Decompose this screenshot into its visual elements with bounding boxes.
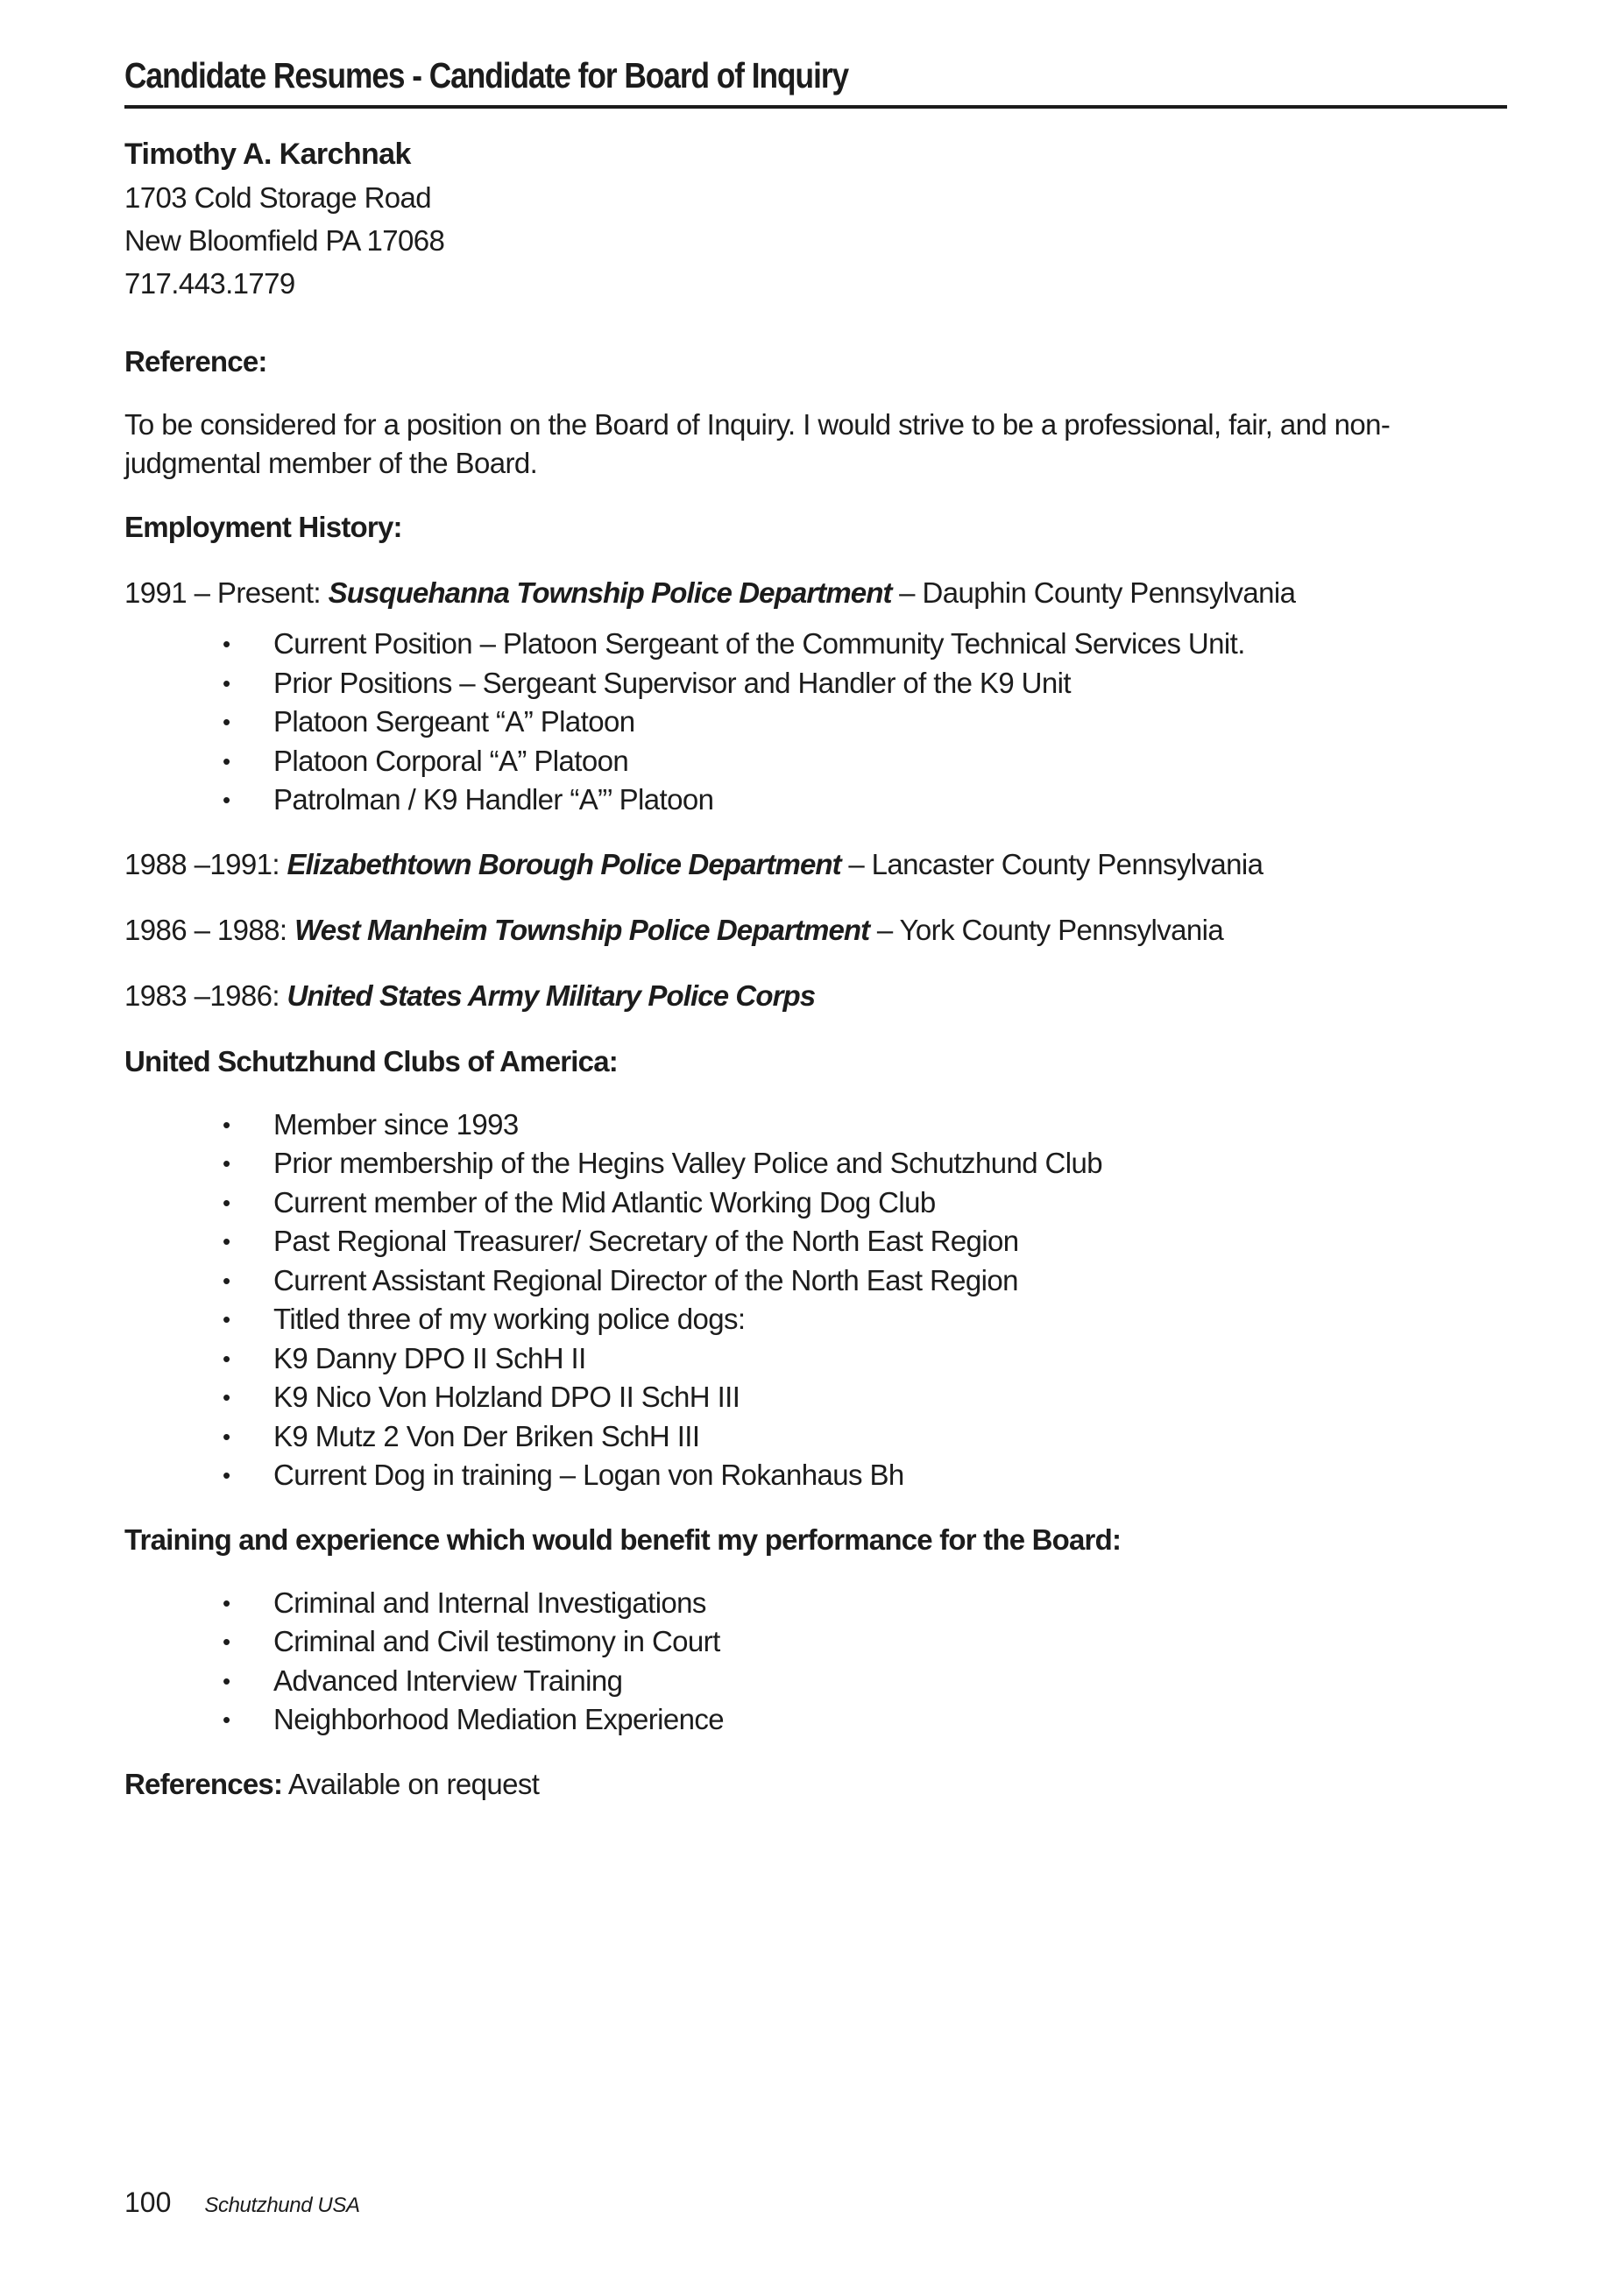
address-line-1: 1703 Cold Storage Road xyxy=(124,181,432,214)
list-item: • K9 Nico Von Holzland DPO II SchH III xyxy=(223,1378,1507,1417)
training-list xyxy=(124,1584,1507,1740)
employer-location: – York County Pennsylvania xyxy=(869,913,1224,946)
employment-entry xyxy=(124,908,1507,951)
page-header xyxy=(124,53,1507,109)
page-title: Candidate Resumes - Candidate for Board of Inquiry xyxy=(124,55,849,95)
reference-text: To be considered for a position on the Board of Inquiry. I would strive to be a professional, fair, and non-judgmental member of the Board. xyxy=(124,408,1391,479)
employment-dates: 1986 – 1988: xyxy=(124,913,295,946)
employer-location: – Dauphin County Pennsylvania xyxy=(891,576,1296,609)
employment-dates: 1991 – Present: xyxy=(124,576,329,609)
employer-name: Elizabethtown Borough Police Department xyxy=(287,847,841,880)
list-item: • Prior Positions – Sergeant Supervisor and Handler of the K9 Unit xyxy=(223,664,1507,703)
list-item: • Current Position – Platoon Sergeant of the Community Technical Services Unit. xyxy=(223,625,1507,664)
list-item: • Prior membership of the Hegins Valley Police and Schutzhund Club xyxy=(223,1144,1507,1183)
employer-name: West Manheim Township Police Department xyxy=(294,913,870,946)
employer-name: United States Army Military Police Corps xyxy=(287,978,816,1012)
employment-entry xyxy=(124,843,1507,886)
page-footer xyxy=(124,2186,360,2219)
employment-entry xyxy=(124,974,1507,1017)
employer-name: Susquehanna Township Police Department xyxy=(328,576,892,609)
references-line xyxy=(124,1763,1507,1805)
list-item: • Titled three of my working police dogs: xyxy=(223,1300,1507,1339)
position-list xyxy=(124,625,1507,820)
resume-content xyxy=(124,133,1507,1805)
contact-block xyxy=(124,133,1507,305)
phone-number: 717.443.1779 xyxy=(124,267,295,300)
candidate-name: Timothy A. Karchnak xyxy=(124,138,411,171)
list-item: • K9 Danny DPO II SchH II xyxy=(223,1339,1507,1379)
list-item: • K9 Mutz 2 Von Der Briken SchH III xyxy=(223,1417,1507,1457)
employment-entry xyxy=(124,571,1507,614)
training-heading: Training and experience which would benefit my performance for the Board: xyxy=(124,1522,1122,1556)
list-item: • Platoon Corporal “A” Platoon xyxy=(223,742,1507,781)
references-text: Available on request xyxy=(282,1767,540,1800)
list-item: • Neighborhood Mediation Experience xyxy=(223,1700,1507,1740)
address-line-2: New Bloomfield PA 17068 xyxy=(124,224,445,257)
list-item: • Platoon Sergeant “A” Platoon xyxy=(223,703,1507,742)
usca-heading: United Schutzhund Clubs of America: xyxy=(124,1044,618,1077)
list-item: • Criminal and Civil testimony in Court xyxy=(223,1622,1507,1662)
employment-heading: Employment History: xyxy=(124,511,402,543)
list-item: • Advanced Interview Training xyxy=(223,1662,1507,1701)
list-item: • Current member of the Mid Atlantic Working Dog Club xyxy=(223,1183,1507,1223)
employer-location: – Lancaster County Pennsylvania xyxy=(840,847,1264,880)
list-item: • Criminal and Internal Investigations xyxy=(223,1584,1507,1623)
list-item: • Past Regional Treasurer/ Secretary of the North East Region xyxy=(223,1222,1507,1261)
references-label: References: xyxy=(124,1767,283,1800)
employment-dates: 1988 –1991: xyxy=(124,847,287,880)
list-item: • Current Dog in training – Logan von Rokanhaus Bh xyxy=(223,1456,1507,1495)
list-item: • Patrolman / K9 Handler “A”’ Platoon xyxy=(223,781,1507,820)
list-item: • Current Assistant Regional Director of the North East Region xyxy=(223,1261,1507,1301)
page-number: 100 xyxy=(124,2186,172,2218)
employment-dates: 1983 –1986: xyxy=(124,978,287,1012)
reference-heading: Reference: xyxy=(124,345,267,378)
list-item: • Member since 1993 xyxy=(223,1106,1507,1145)
usca-list xyxy=(124,1106,1507,1495)
publication-name: Schutzhund USA xyxy=(204,2194,360,2217)
